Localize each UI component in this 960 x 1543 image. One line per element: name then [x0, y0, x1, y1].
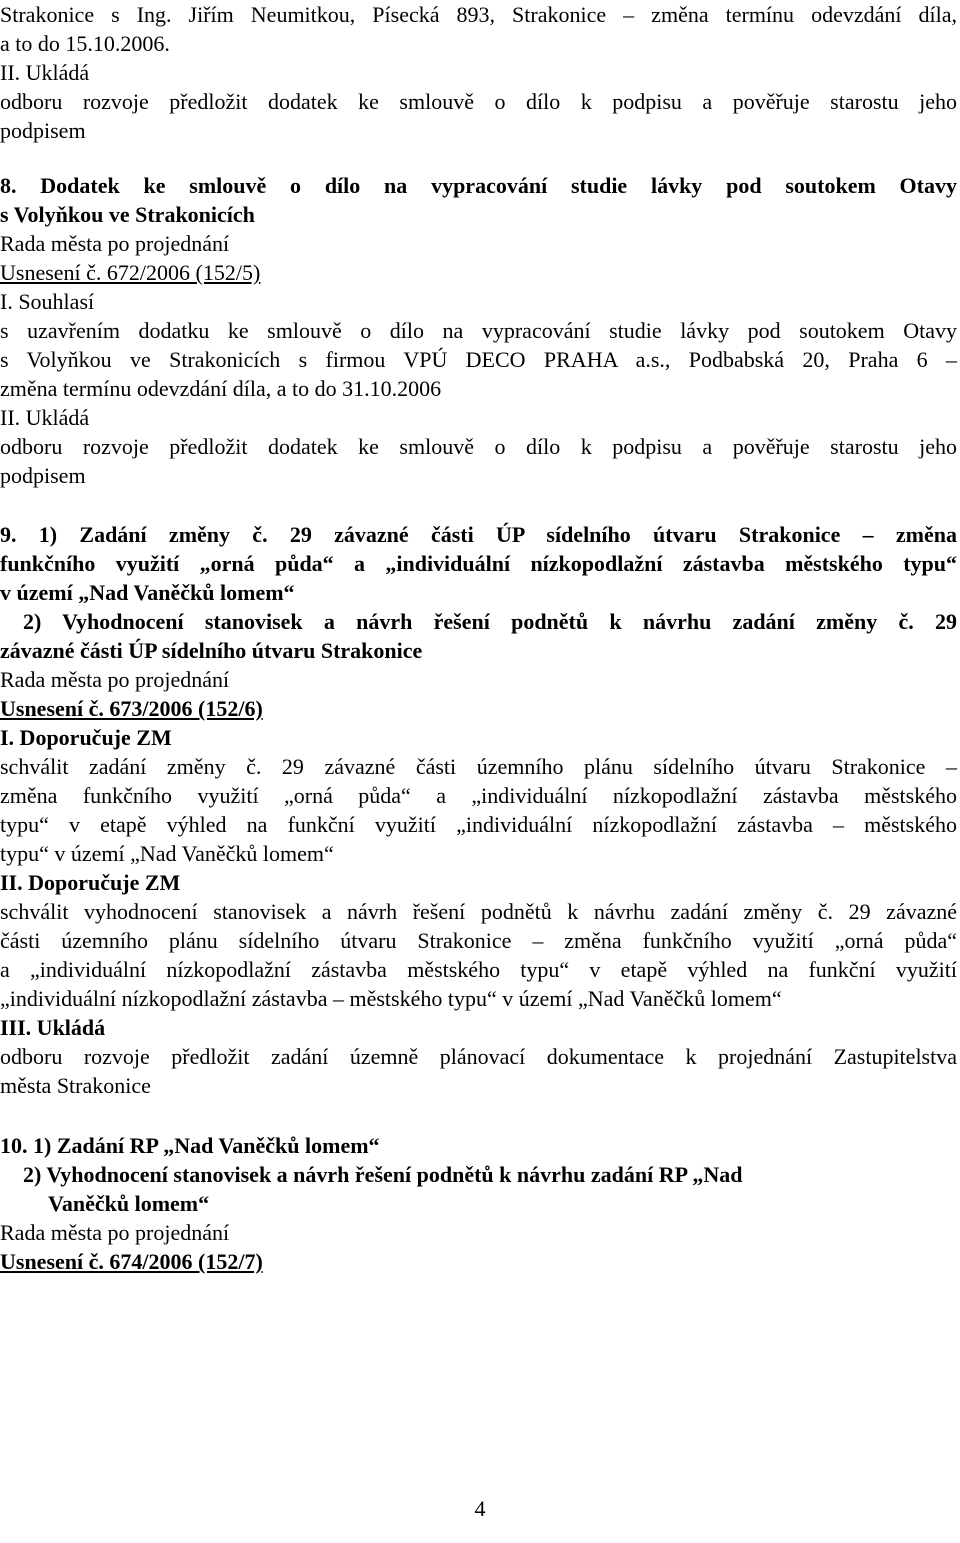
item-9-resolution: Usnesení č. 673/2006 (152/6) — [0, 696, 263, 721]
heading-ii: II. Ukládá — [0, 60, 90, 85]
text-line: s Volyňkou ve Strakonicích s firmou VPÚ DECO PRAHA a.s., Podbabská 20, Praha 6 – — [0, 347, 957, 372]
text-line: odboru rozvoje předložit zadání územně plánovací dokumentace k projednání Zastupitelstva — [0, 1044, 957, 1069]
item-9-title: 9. 1) Zadání změny č. 29 závazné části ÚP sídelního útvaru Strakonice – změna funkčního využití „orná půda“ a „individuální nízkopodlažní zástavba městského typu“ v území „Nad Vaněčků lomem“ 2) Vyhodnocení stanovisek a návrh řešení podnětů k návrhu zadání změny č. 29 závazné části ÚP sídelního útvaru Strakonice — [0, 522, 957, 663]
item-10-council: Rada města po projednání — [0, 1220, 230, 1245]
text-line: odboru rozvoje předložit dodatek ke smlouvě o dílo k podpisu a pověřuje starostu jeho — [0, 89, 957, 114]
text-line: podpisem — [0, 118, 86, 143]
item-9-ii-text — [0, 897, 957, 1013]
text-line: podpisem — [0, 463, 86, 488]
text-line: města Strakonice — [0, 1073, 151, 1098]
item-8-heading-ii: II. Ukládá — [0, 405, 90, 430]
item-8-heading-i: I. Souhlasí — [0, 289, 95, 314]
item-9-council: Rada města po projednání — [0, 667, 230, 692]
item-10-title: 10. 1) Zadání RP „Nad Vaněčků lomem“ 2) Vyhodnocení stanovisek a návrh řešení podnětů k návrhu zadání RP „Nad Vaněčků lomem“ — [0, 1133, 743, 1216]
item-8-title: 8. Dodatek ke smlouvě o dílo na vypracování studie lávky pod soutokem Otavy s Volyňkou ve Strakonicích — [0, 173, 957, 227]
text-line: „individuální nízkopodlažní zástavba – městského typu“ v území „Nad Vaněčků lomem“ — [0, 986, 782, 1011]
text-line: s uzavřením dodatku ke smlouvě o dílo na vypracování studie lávky pod soutokem Otavy — [0, 318, 957, 343]
text-line: změna funkčního využití „orná půda“ a „individuální nízkopodlažní zástavba městského — [0, 783, 957, 808]
text-line: změna termínu odevzdání díla, a to do 31.10.2006 — [0, 376, 442, 401]
text-line: části územního plánu sídelního útvaru Strakonice – změna funkčního využití „orná půda“ — [0, 928, 957, 953]
item-9-heading-ii: II. Doporučuje ZM — [0, 870, 181, 895]
item-10-resolution: Usnesení č. 674/2006 (152/7) — [0, 1249, 263, 1274]
text-line: Strakonice s Ing. Jiřím Neumitkou, Písecká 893, Strakonice – změna termínu odevzdání díla, — [0, 2, 957, 27]
item-9-iii-text — [0, 1042, 957, 1100]
text-line: typu“ v etapě výhled na funkční využití „individuální nízkopodlažní zástavba – městského — [0, 812, 957, 837]
text-line: schválit zadání změny č. 29 závazné části územního plánu sídelního útvaru Strakonice – — [0, 754, 957, 779]
item-8-council: Rada města po projednání — [0, 231, 230, 256]
text-line: typu“ v území „Nad Vaněčků lomem“ — [0, 841, 334, 866]
page-number: 4 — [474, 1496, 486, 1521]
continuation-ii-text — [0, 87, 957, 145]
text-line: odboru rozvoje předložit dodatek ke smlouvě o dílo k podpisu a pověřuje starostu jeho — [0, 434, 957, 459]
item-9-heading-i: I. Doporučuje ZM — [0, 725, 172, 750]
item-8-ii-text — [0, 432, 957, 490]
item-8-i-text — [0, 316, 957, 403]
item-9-i-text — [0, 752, 957, 868]
text-line: a to do 15.10.2006. — [0, 31, 170, 56]
text-line: a „individuální nízkopodlažní zástavba městského typu“ v etapě výhled na funkční využití — [0, 957, 957, 982]
text-line: schválit vyhodnocení stanovisek a návrh řešení podnětů k návrhu zadání změny č. 29 závazné — [0, 899, 957, 924]
item-9-heading-iii: III. Ukládá — [0, 1015, 106, 1040]
continuation-text — [0, 0, 957, 58]
item-8-resolution: Usnesení č. 672/2006 (152/5) — [0, 260, 261, 285]
